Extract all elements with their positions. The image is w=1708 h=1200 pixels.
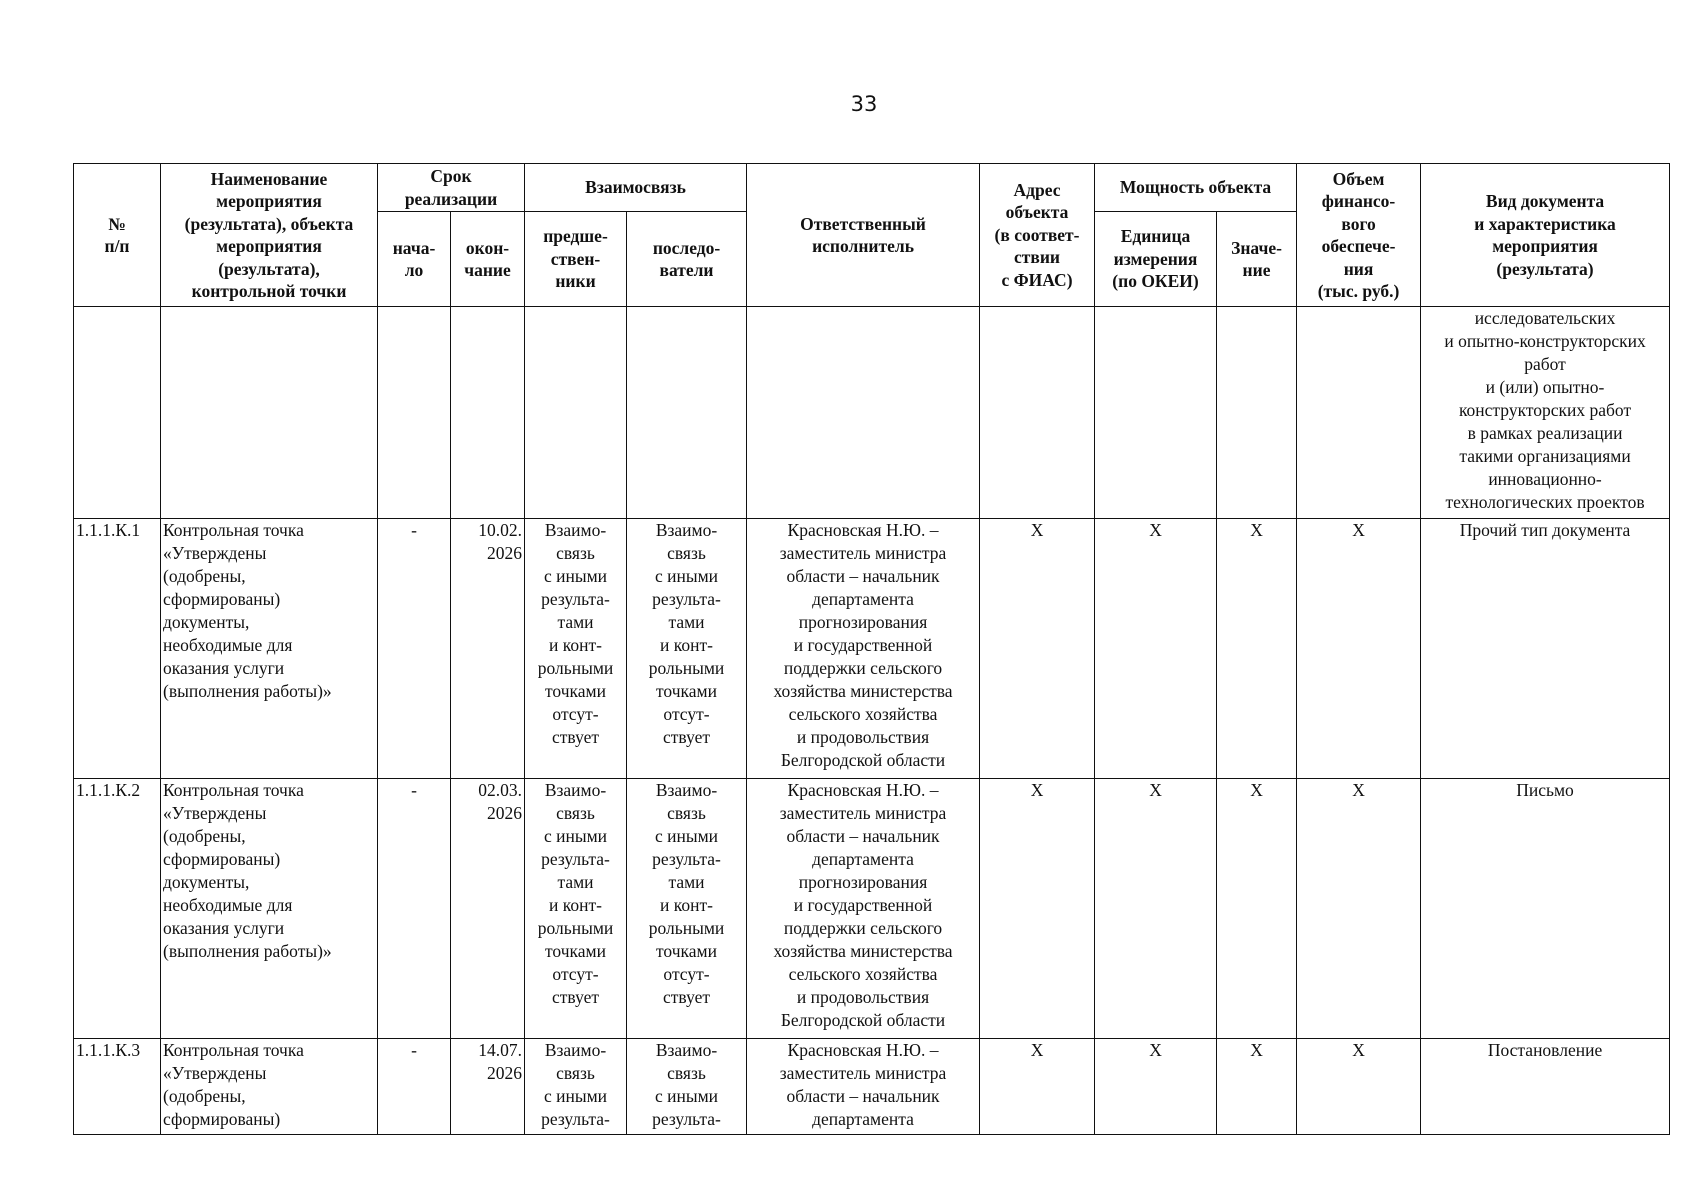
row-doc: Постановление	[1421, 1039, 1670, 1135]
col-header-unit: Единица измерения (по ОКЕИ)	[1095, 212, 1217, 307]
row-num: 1.1.1.К.2	[74, 779, 161, 1039]
table-row	[74, 1039, 1670, 1135]
row-name: Контрольная точка «Утверждены (одобрены, сформированы)	[161, 1039, 378, 1135]
row-doc: Прочий тип документа	[1421, 519, 1670, 779]
row-start: -	[378, 1039, 451, 1135]
row-prev: Взаимо- связь с иными результа-	[525, 1039, 627, 1135]
col-header-capacity: Мощность объекта	[1095, 164, 1297, 212]
row-responsible: Красновская Н.Ю. – заместитель министра области – начальник департамента прогнозирования и государственной поддержки сельского хозяйства министерства сельского хозяйства и продовольствия Белгородской области	[747, 779, 980, 1039]
continuation-doc-text: исследовательских и опытно-конструкторских работ и (или) опытно- конструкторских работ в рамках реализации такими организациями инновационно- технологических проектов	[1421, 307, 1670, 519]
row-num: 1.1.1.К.1	[74, 519, 161, 779]
row-num: 1.1.1.К.3	[74, 1039, 161, 1135]
row-start: -	[378, 779, 451, 1039]
row-funding: Х	[1297, 779, 1421, 1039]
col-header-prev: предше- ствен- ники	[525, 212, 627, 307]
row-prev: Взаимо- связь с иными результа- тами и конт- рольными точками отсут- ствует	[525, 519, 627, 779]
row-address: Х	[980, 519, 1095, 779]
row-value: Х	[1217, 779, 1297, 1039]
table-row	[74, 779, 1670, 1039]
row-address: Х	[980, 779, 1095, 1039]
row-next: Взаимо- связь с иными результа-	[627, 1039, 747, 1135]
col-header-relation: Взаимосвязь	[525, 164, 747, 212]
row-responsible: Красновская Н.Ю. – заместитель министра области – начальник департамента	[747, 1039, 980, 1135]
col-header-end: окон- чание	[451, 212, 525, 307]
events-table	[73, 163, 1670, 1135]
page-number: 33	[850, 92, 878, 116]
row-unit: Х	[1095, 1039, 1217, 1135]
row-funding: Х	[1297, 1039, 1421, 1135]
row-doc: Письмо	[1421, 779, 1670, 1039]
row-prev: Взаимо- связь с иными результа- тами и конт- рольными точками отсут- ствует	[525, 779, 627, 1039]
col-header-doc: Вид документа и характеристика мероприятия (результата)	[1421, 164, 1670, 307]
col-header-num: № п/п	[74, 164, 161, 307]
row-end: 10.02. 2026	[451, 519, 525, 779]
row-end: 02.03. 2026	[451, 779, 525, 1039]
continuation-row	[74, 307, 1670, 519]
row-end: 14.07. 2026	[451, 1039, 525, 1135]
row-value: Х	[1217, 1039, 1297, 1135]
col-header-responsible: Ответственный исполнитель	[747, 164, 980, 307]
row-name: Контрольная точка «Утверждены (одобрены, сформированы) документы, необходимые для оказания услуги (выполнения работы)»	[161, 779, 378, 1039]
row-unit: Х	[1095, 519, 1217, 779]
row-value: Х	[1217, 519, 1297, 779]
row-name: Контрольная точка «Утверждены (одобрены, сформированы) документы, необходимые для оказания услуги (выполнения работы)»	[161, 519, 378, 779]
col-header-period: Срок реализации	[378, 164, 525, 212]
col-header-funding: Объем финансо- вого обеспече- ния (тыс. руб.)	[1297, 164, 1421, 307]
col-header-value: Значе- ние	[1217, 212, 1297, 307]
row-start: -	[378, 519, 451, 779]
col-header-address: Адрес объекта (в соответ- ствии с ФИАС)	[980, 164, 1095, 307]
row-responsible: Красновская Н.Ю. – заместитель министра области – начальник департамента прогнозирования и государственной поддержки сельского хозяйства министерства сельского хозяйства и продовольствия Белгородской области	[747, 519, 980, 779]
col-header-next: последо- ватели	[627, 212, 747, 307]
header-row-1	[74, 164, 1670, 212]
table-row	[74, 519, 1670, 779]
col-header-start: нача- ло	[378, 212, 451, 307]
col-header-name: Наименование мероприятия (результата), объекта мероприятия (результата), контрольной точки	[161, 164, 378, 307]
row-funding: Х	[1297, 519, 1421, 779]
row-address: Х	[980, 1039, 1095, 1135]
row-next: Взаимо- связь с иными результа- тами и конт- рольными точками отсут- ствует	[627, 779, 747, 1039]
row-next: Взаимо- связь с иными результа- тами и конт- рольными точками отсут- ствует	[627, 519, 747, 779]
row-unit: Х	[1095, 779, 1217, 1039]
